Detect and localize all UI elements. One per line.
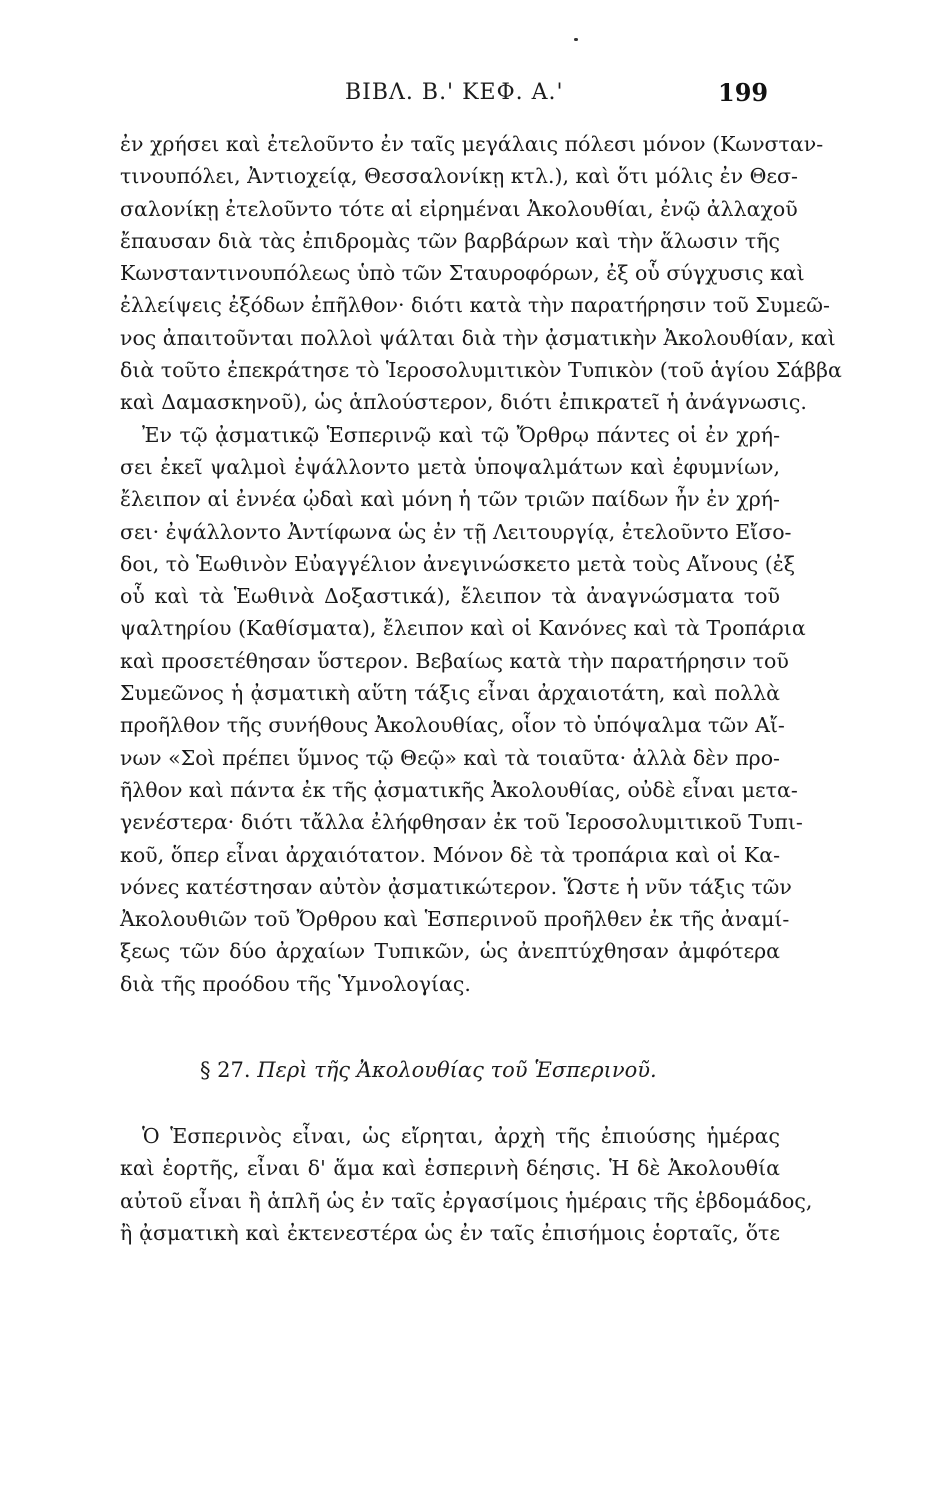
text-line: ἔλειπον αἱ ἐννέα ᾠδαὶ καὶ μόνη ἡ τῶν τριῶν παίδων ἦν ἐν χρή- [120,487,780,512]
text-line: ἐν χρήσει καὶ ἐτελοῦντο ἐν ταῖς μεγάλαις πόλεσι μόνον (Κωνσταν- [120,132,824,156]
text-line: σαλονίκῃ ἐτελοῦντο τότε αἱ εἰρημέναι Ἀκολουθίαι, ἐνῷ ἀλλαχοῦ [120,196,798,221]
text-line: νων «Σοὶ πρέπει ὕμνος τῷ Θεῷ» καὶ τὰ τοιαῦτα· ἀλλὰ δὲν προ- [120,745,780,770]
text-line: νόνες κατέστησαν αὐτὸν ᾀσματικώτερον. Ὥστε ἡ νῦν τάξις τῶν [120,874,792,899]
page-number: 199 [718,78,769,107]
text-line: Συμεῶνος ἡ ᾀσματικὴ αὕτη τάξις εἶναι ἀρχαιοτάτη, καὶ πολλὰ [120,681,780,706]
paper-speck [574,38,578,41]
text-line: ἐλλείψεις ἐξόδων ἐπῆλθον· διότι κατὰ τὴν παρατήρησιν τοῦ Συμεῶ- [120,293,830,318]
text-line: Ἀκολουθιῶν τοῦ Ὄρθρου καὶ Ἑσπερινοῦ προῆλθεν ἐκ τῆς ἀναμί- [120,907,790,932]
text-line: οὗ καὶ τὰ Ἑωθινὰ Δοξαστικά), ἔλειπον τὰ ἀναγνώσματα τοῦ [120,584,780,609]
text-line: Κωνσταντινουπόλεως ὑπὸ τῶν Σταυροφόρων, ἐξ οὗ σύγχυσις καὶ [120,261,805,286]
text-line: ἢ ᾀσματικὴ καὶ ἐκτενεστέρα ὡς ἐν ταῖς ἐπισήμοις ἑορταῖς, ὅτε [120,1220,780,1245]
section-number: § 27. [200,1058,251,1082]
text-line: σει ἐκεῖ ψαλμοὶ ἐψάλλοντο μετὰ ὑποψαλμάτων καὶ ἐφυμνίων, [120,454,780,479]
text-line: δοι, τὸ Ἑωθινὸν Εὐαγγέλιον ἀνεγινώσκετο μετὰ τοὺς Αἴνους (ἐξ [120,551,796,576]
main-text [120,128,842,1000]
text-line: γενέστερα· διότι τἄλλα ἐλήφθησαν ἐκ τοῦ Ἱεροσολυμιτικοῦ Τυπι- [120,810,803,835]
text-line: νος ἀπαιτοῦνται πολλοὶ ψάλται διὰ τὴν ᾀσματικὴν Ἀκολουθίαν, καὶ [120,325,836,350]
text-line: ξεως τῶν δύο ἀρχαίων Τυπικῶν, ὡς ἀνεπτύχθησαν ἀμφότερα [120,939,780,964]
text-line: ῆλθον καὶ πάντα ἐκ τῆς ᾀσματικῆς Ἀκολουθίας, οὐδὲ εἶναι μετα- [120,777,798,802]
text-line: σει· ἐψάλλοντο Ἀντίφωνα ὡς ἐν τῇ Λειτουργίᾳ, ἐτελοῦντο Εἴσο- [120,519,792,544]
text-line: προῆλθον τῆς συνήθους Ἀκολουθίας, οἷον τὸ ὑπόψαλμα τῶν Αἴ- [120,713,785,738]
text-line: καὶ Δαμασκηνοῦ), ὡς ἁπλούστερον, διότι ἐπικρατεῖ ἡ ἀνάγνωσις. [120,390,807,415]
running-head: ΒΙΒΛ. Β.' ΚΕΦ. Α.' [345,80,564,105]
text-line: διὰ τῆς προόδου τῆς Ὑμνολογίας. [120,971,471,996]
text-line: καὶ ἑορτῆς, εἶναι δ' ἅμα καὶ ἑσπερινὴ δέησις. Ἡ δὲ Ἀκολουθία [120,1156,780,1181]
section-title: Περὶ τῆς Ἀκολουθίας τοῦ Ἑσπερινοῦ. [257,1058,657,1082]
text-line: Ἐν τῷ ᾀσματικῷ Ἑσπερινῷ καὶ τῷ Ὄρθρῳ πάντες οἱ ἐν χρή- [142,422,780,447]
text-line: διὰ τοῦτο ἐπεκράτησε τὸ Ἱεροσολυμιτικὸν Τυπικὸν (τοῦ ἁγίου Σάββα [120,358,842,383]
section-heading [200,1058,657,1082]
text-line: τινουπόλει, Ἀντιοχείᾳ, Θεσσαλονίκῃ κτλ.), καὶ ὅτι μόλις ἐν Θεσ- [120,164,798,189]
text-line: αὐτοῦ εἶναι ἢ ἁπλῆ ὡς ἐν ταῖς ἐργασίμοις ἡμέραις τῆς ἑβδομάδος, [120,1188,813,1213]
text-line: Ὁ Ἑσπερινὸς εἶναι, ὡς εἴρηται, ἀρχὴ τῆς ἐπιούσης ἡμέρας [142,1124,780,1148]
text-line: ψαλτηρίου (Καθίσματα), ἔλειπον καὶ οἱ Κανόνες καὶ τὰ Τροπάρια [120,616,806,641]
text-line: καὶ προσετέθησαν ὕστερον. Βεβαίως κατὰ τὴν παρατήρησιν τοῦ [120,648,789,673]
section-text [120,1120,813,1249]
text-line: ἔπαυσαν διὰ τὰς ἐπιδρομὰς τῶν βαρβάρων καὶ τὴν ἅλωσιν τῆς [120,228,780,253]
text-line: κοῦ, ὅπερ εἶναι ἀρχαιότατον. Μόνον δὲ τὰ τροπάρια καὶ οἱ Κα- [120,842,780,867]
